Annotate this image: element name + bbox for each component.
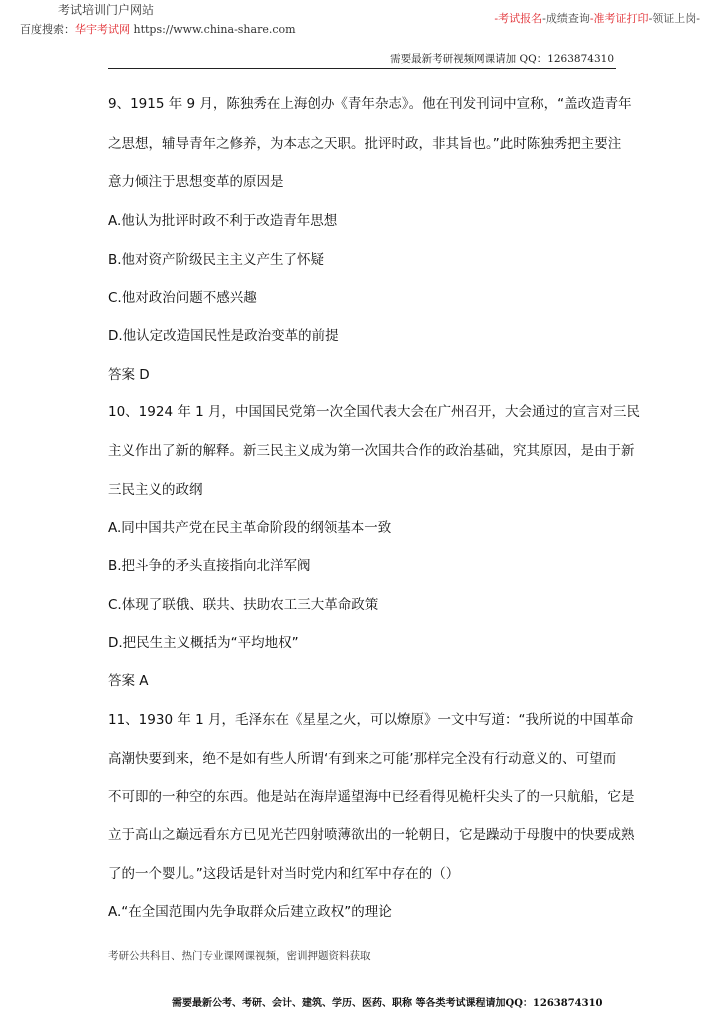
option-b: B.他对资产阶级民主主义产生了怀疑: [108, 252, 325, 268]
header-ad: 需要最新考研视频网课请加 QQ：1263874310: [390, 53, 614, 65]
question-text-line: 立于高山之巅远看东方已见光芒四射喷薄欲出的一轮朝日，它是躁动于母腹中的快要成熟: [108, 827, 635, 843]
nav-score-query-link[interactable]: -成绩查询: [542, 12, 590, 25]
nav-admission-ticket-link[interactable]: -准考证打印: [589, 12, 649, 25]
option-a: A.“在全国范围内先争取群众后建立政权”的理论: [108, 904, 392, 920]
option-a: A.他认为批评时政不利于改造青年思想: [108, 213, 338, 229]
question-text-line: 10、1924 年 1 月，中国国民党第一次全国代表大会在广州召开，大会通过的宣言对三民: [108, 404, 640, 420]
option-a: A.同中国共产党在民主革命阶段的纲领基本一致: [108, 520, 392, 536]
footer-note: 考研公共科目、热门专业课网课视频，密训押题资料获取: [108, 950, 371, 962]
question-text-line: 之思想，辅导青年之修养，为本志之天职。批评时政，非其旨也。”此时陈独秀把主要注: [108, 136, 622, 152]
search-url[interactable]: https://www.china-share.com: [130, 23, 296, 36]
option-c: C.体现了联俄、联共、扶助农工三大革命政策: [108, 597, 379, 613]
answer: 答案 A: [108, 673, 149, 689]
question-text-line: 了的一个婴儿。”这段话是针对当时党内和红军中存在的（）: [108, 866, 460, 882]
question-text-line: 主义作出了新的解释。新三民主义成为第一次国共合作的政治基础，究其原因，是由于新: [108, 443, 635, 459]
nav-exam-registration-link[interactable]: -考试报名: [494, 12, 543, 25]
option-c: C.他对政治问题不感兴趣: [108, 290, 257, 306]
option-b: B.把斗争的矛头直接指向北洋军阀: [108, 558, 311, 574]
question-text-line: 三民主义的政纲: [108, 482, 203, 498]
question-text-line: 意力倾注于思想变革的原因是: [108, 174, 284, 190]
option-d: D.他认定改造国民性是政治变革的前提: [108, 328, 339, 344]
nav-certificate-link[interactable]: -领证上岗-: [648, 12, 700, 25]
question-text-line: 11、1930 年 1 月，毛泽东在《星星之火，可以燎原》一文中写道：“我所说的中国革命: [108, 712, 634, 728]
header-nav: [494, 10, 700, 26]
search-brand-link[interactable]: 华宇考试网: [75, 23, 130, 36]
site-title: 考试培训门户网站: [58, 3, 155, 17]
footer-ad: 需要最新公考、考研、会计、建筑、学历、医药、职称 等各类考试课程请加QQ：1263874310: [172, 998, 603, 1009]
header-divider: [108, 68, 616, 69]
option-d: D.把民生主义概括为“平均地权”: [108, 635, 299, 651]
question-text-line: 9、1915 年 9 月，陈独秀在上海创办《青年杂志》。他在刊发刊词中宣称，“盖改造青年: [108, 96, 632, 112]
question-text-line: 不可即的一种空的东西。他是站在海岸遥望海中已经看得见桅杆尖头了的一只航船，它是: [108, 789, 635, 805]
answer: 答案 D: [108, 367, 150, 383]
baidu-search-line: [20, 21, 296, 37]
question-text-line: 高潮快要到来，绝不是如有些人所谓‘有到来之可能’那样完全没有行动意义的、可望而: [108, 751, 617, 767]
search-prefix: 百度搜索：: [20, 23, 75, 36]
